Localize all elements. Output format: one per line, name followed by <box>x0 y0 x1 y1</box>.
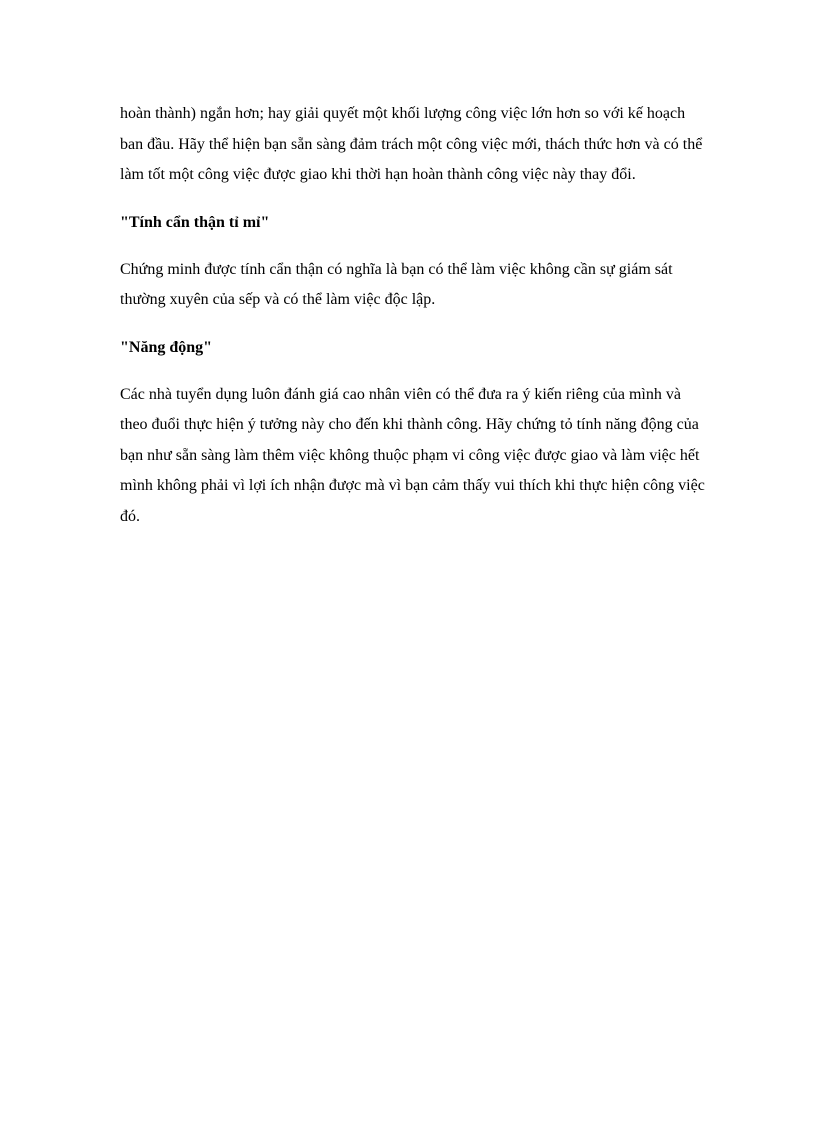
paragraph-carefulness: Chứng minh được tính cẩn thận có nghĩa là bạn có thể làm việc không cần sự giám sát thường xuyên của sếp và có thể làm việc độc lập. <box>120 260 673 308</box>
paragraph-dynamism: Các nhà tuyển dụng luôn đánh giá cao nhân viên có thể đưa ra ý kiến riêng của mình và theo đuổi thực hiện ý tưởng này cho đến khi thành công. Hãy chứng tỏ tính năng động của bạn như sẵn sàng làm thêm việc không thuộc phạm vi công việc được giao và làm việc hết mình không phải vì lợi ích nhận được mà vì bạn cảm thấy vui thích khi thực hiện công việc đó. <box>120 385 705 525</box>
section-heading-carefulness: "Tính cẩn thận tỉ mỉ" <box>120 213 270 231</box>
paragraph-continuation: hoàn thành) ngắn hơn; hay giải quyết một khối lượng công việc lớn hơn so với kế hoạch ban đầu. Hãy thể hiện bạn sẵn sàng đảm trách một công việc mới, thách thức hơn và có thể làm tốt một công việc được giao khi thời hạn hoàn thành công việc này thay đổi. <box>120 105 703 183</box>
section-heading-dynamism: "Năng động" <box>120 338 213 356</box>
document-body <box>120 99 710 532</box>
